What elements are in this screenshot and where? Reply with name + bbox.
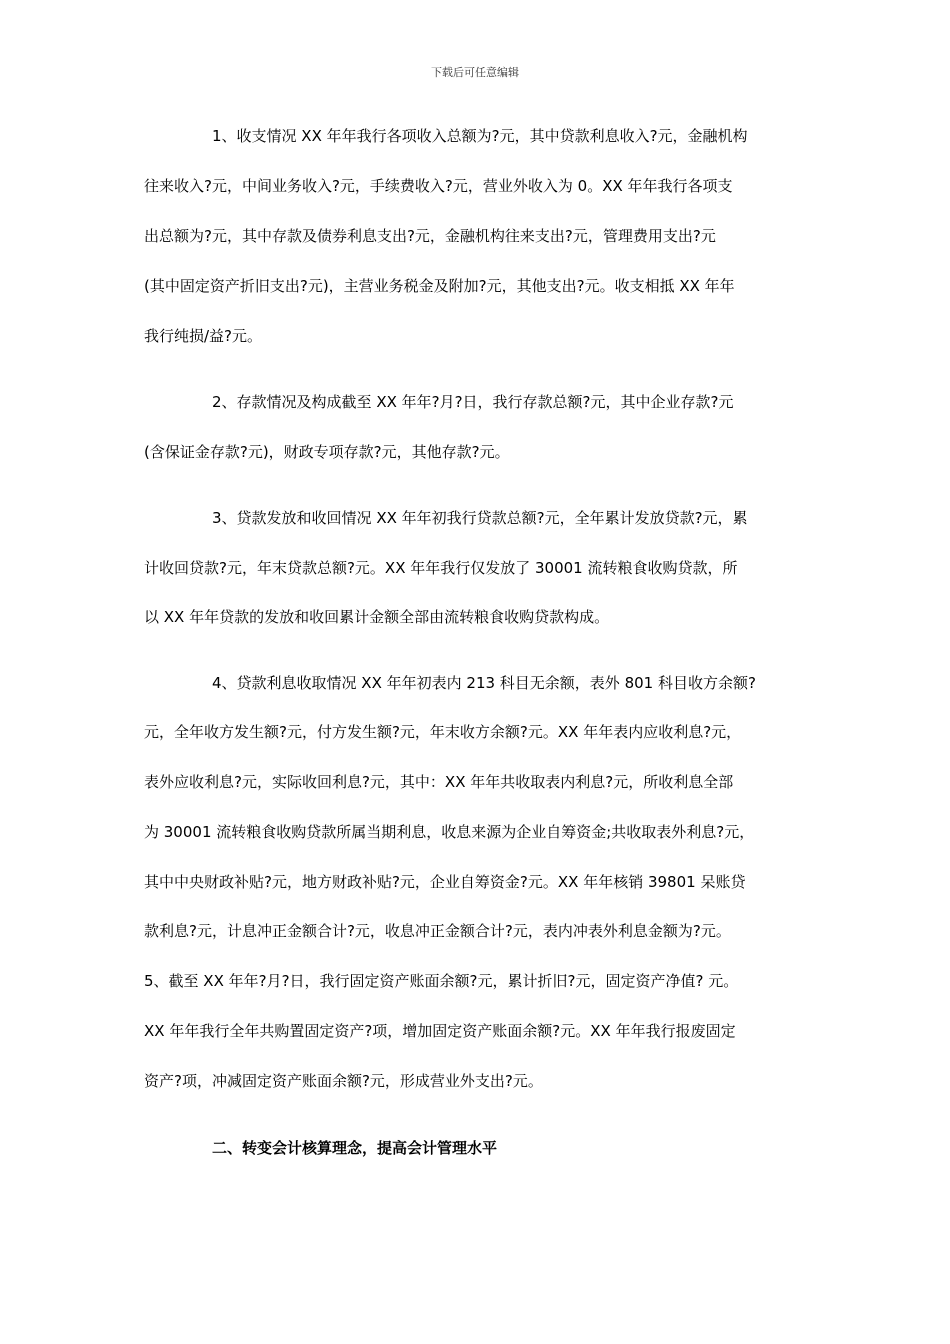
- paragraph-4-line-1: 4、贷款利息收取情况 XX 年年初表内 213 科目无余额，表外 801 科目收方余额?: [212, 674, 756, 692]
- paragraph-5-line-3: 资产?项，冲减固定资产账面余额?元，形成营业外支出?元。: [144, 1072, 543, 1090]
- paragraph-1-line-1: 1、收支情况 XX 年年我行各项收入总额为?元，其中贷款利息收入?元，金融机构: [212, 127, 748, 145]
- paragraph-4-line-5: 其中中央财政补贴?元，地方财政补贴?元，企业自筹资金?元。XX 年年核销 39801 呆账贷: [144, 873, 746, 891]
- paragraph-4-line-6: 款利息?元，计息冲正金额合计?元，收息冲正金额合计?元，表内冲表外利息金额为?元。: [144, 922, 731, 940]
- paragraph-3-line-3: 以 XX 年年贷款的发放和收回累计金额全部由流转粮食收购贷款构成。: [144, 608, 610, 626]
- section-heading: 二、转变会计核算理念，提高会计管理水平: [212, 1139, 498, 1157]
- paragraph-4-line-2: 元，全年收方发生额?元，付方发生额?元，年末收方余额?元。XX 年年表内应收利息?元，: [144, 723, 742, 741]
- paragraph-3-line-2: 计收回贷款?元，年末贷款总额?元。XX 年年我行仅发放了 30001 流转粮食收购贷款，所: [144, 559, 738, 577]
- paragraph-4-line-4: 为 30001 流转粮食收购贷款所属当期利息，收息来源为企业自筹资金;共收取表外利息?元，: [144, 823, 755, 841]
- paragraph-1-line-4: (其中固定资产折旧支出?元)，主营业务税金及附加?元，其他支出?元。收支相抵 XX 年年: [144, 277, 735, 295]
- paragraph-1-line-5: 我行纯损/益?元。: [144, 327, 263, 345]
- paragraph-2-line-2: (含保证金存款?元)，财政专项存款?元，其他存款?元。: [144, 443, 510, 461]
- paragraph-4-line-3: 表外应收利息?元，实际收回利息?元，其中：XX 年年共收取表内利息?元，所收利息全部: [144, 773, 734, 791]
- paragraph-1-line-3: 出总额为?元，其中存款及债券利息支出?元，金融机构往来支出?元，管理费用支出?元: [144, 227, 716, 245]
- paragraph-5-line-1: 5、截至 XX 年年?月?日，我行固定资产账面余额?元，累计折旧?元，固定资产净值? 元。: [144, 972, 739, 990]
- page-header: 下载后可任意编辑: [431, 66, 519, 79]
- paragraph-5-line-2: XX 年年我行全年共购置固定资产?项，增加固定资产账面余额?元。XX 年年我行报废固定: [144, 1022, 736, 1040]
- paragraph-2-line-1: 2、存款情况及构成截至 XX 年年?月?日，我行存款总额?元，其中企业存款?元: [212, 393, 734, 411]
- paragraph-1-line-2: 往来收入?元，中间业务收入?元，手续费收入?元，营业外收入为 0。XX 年年我行各项支: [144, 177, 733, 195]
- paragraph-3-line-1: 3、贷款发放和收回情况 XX 年年初我行贷款总额?元，全年累计发放贷款?元，累: [212, 509, 748, 527]
